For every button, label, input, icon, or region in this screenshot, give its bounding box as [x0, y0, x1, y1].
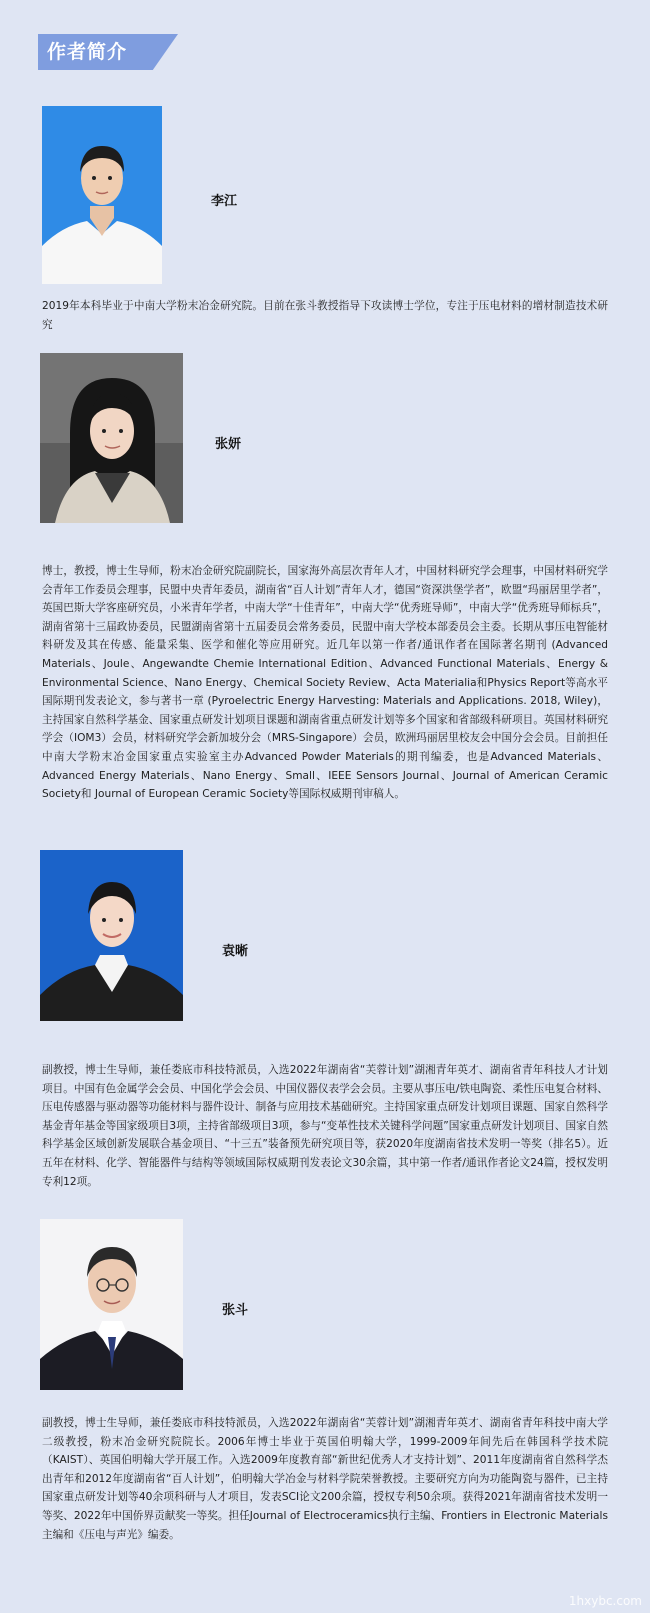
author-bio: 博士，教授，博士生导师，粉末冶金研究院副院长，国家海外高层次青年人才，中国材料研究学会理事，中国材料研究学会青年工作委员会理事，民盟中央青年委员，湖南省“百人计划”青年人才，德国“资深洪堡学者”，欧盟“玛丽居里学者”，英国巴斯大学客座研究员，小米青年学者，中南大学“十佳青年”，中南大学“优秀班导师”，中南大学“优秀班导师标兵”，湖南省第十三届政协委员，民盟湖南省第十五届委员会常务委员，民盟中南大学校本部委员会主委。长期从事压电智能材料研发及其在传感、能量采集、医学和催化等应用研究。近几年以第一作者/通讯作者在国际著名期刊 (Advanced Materials、Joule、Angewandte Chemie International Edition、Advanced Functional Materials、Energy & Environmental Science、Nano Energy、Chemical Society Review、Acta Materialia和Physics Report等高水平国际期刊发表论文，参与著书一章 (Pyroelectric Energy Harvesting: Materials and Applications. 2018, Wiley)，主持国家自然科学基金、国家重点研发计划项目课题和湖南省重点研发计划等多个国家和省部级科研项目。英国材料研究学会（IOM3）会员，材料研究学会新加坡分会（MRS-Singapore）会员，欧洲玛丽居里校友会中国分会会员。目前担任中南大学粉末冶金国家重点实验室主办Advanced Powder Materials的期刊编委，也是Advanced Materials、Advanced Energy Materials、Nano Energy、Small、IEEE Sensors Journal、Journal of American Ceramic Society和 Journal of European Ceramic Society等国际权威期刊审稿人。	[42, 565, 608, 801]
section-title: 作者简介	[47, 41, 128, 63]
author-photo	[40, 353, 183, 523]
author-name: 李江	[211, 194, 238, 209]
author-photo	[42, 106, 162, 284]
author-name: 袁晰	[222, 944, 249, 959]
author-photo	[40, 1219, 183, 1390]
author-bio: 2019年本科毕业于中南大学粉末冶金研究院。目前在张斗教授指导下攻读博士学位，专注于压电材料的增材制造技术研究	[42, 300, 608, 331]
watermark: 1hxybc.com	[568, 1594, 642, 1608]
author-photo	[40, 850, 183, 1021]
author-name: 张斗	[222, 1303, 249, 1318]
author-name: 张妍	[215, 437, 242, 452]
author-bio: 副教授，博士生导师，兼任娄底市科技特派员，入选2022年湖南省“芙蓉计划”湖湘青年英才、湖南省青年科技中南大学二级教授，粉末冶金研究院院长。2006年博士毕业于英国伯明翰大学，1999-2009年间先后在韩国科学技术院（KAIST）、英国伯明翰大学开展工作。入选2009年度教育部“新世纪优秀人才支持计划”、2011年度湖南省自然科学杰出青年和2012年度湖南省“百人计划”，伯明翰大学冶金与材料学院荣誉教授。主要研究方向为功能陶瓷与器件，已主持国家重点研发计划等40余项科研与人才项目，发表SCI论文200余篇，授权专利50余项。获得2021年湖南省技术发明一等奖、2022年中国侨界贡献奖一等奖。担任Journal of Electroceramics执行主编、Frontiers in Electronic Materials 主编和《压电与声光》编委。	[42, 1417, 608, 1541]
author-bio: 副教授，博士生导师，兼任娄底市科技特派员，入选2022年湖南省“芙蓉计划”湖湘青年英才、湖南省青年科技人才计划项目。中国有色金属学会会员、中国化学会会员、中国仪器仪表学会会员。主要从事压电/铁电陶瓷、柔性压电复合材料、压电传感器与驱动器等功能材料与器件设计、制备与应用技术基础研究。主持国家重点研发计划项目课题、国家自然科学基金青年基金等国家级项目3项，主持省部级项目3项，参与“变革性技术关键科学问题”国家重点研发计划项目、国家自然科学基金区域创新发展联合基金项目、“十三五”装备预先研究项目等，获2020年度湖南省技术发明一等奖（排名5）。近五年在材料、化学、智能器件与结构等领域国际权威期刊发表论文30余篇，其中第一作者/通讯作者论文24篇，授权发明专利12项。	[42, 1064, 608, 1188]
